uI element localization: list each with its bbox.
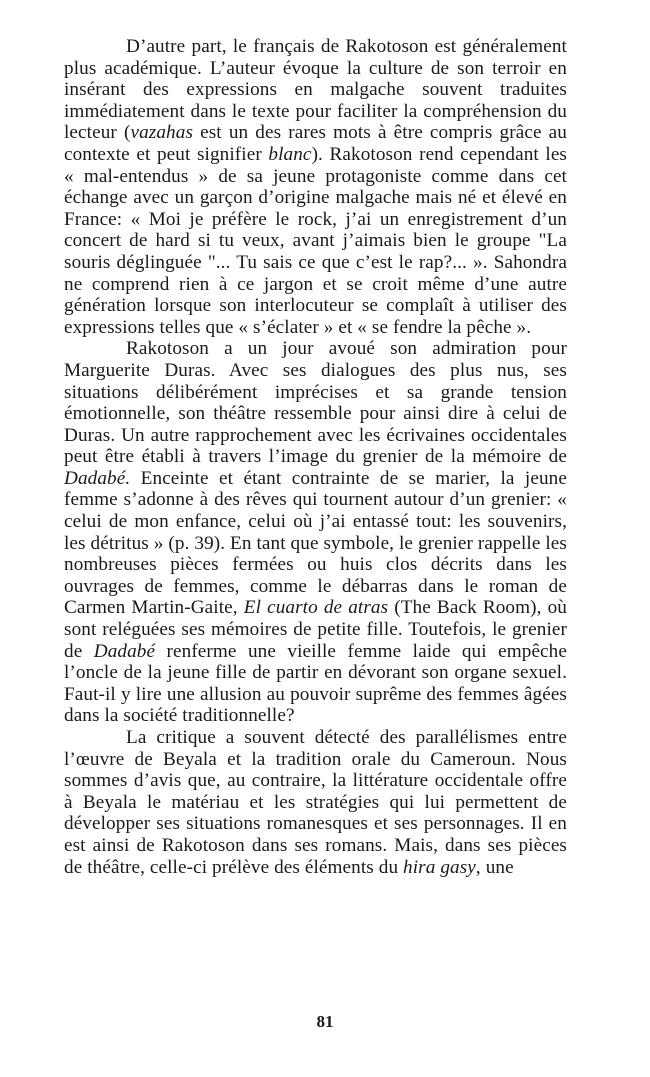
text-run: (The Back Room), où sont reléguées ses mémoires de petite fille. Toutefois, le grenier de xyxy=(64,597,567,662)
text-run: renferme une vieille femme laide qui empêche l’oncle de la jeune fille de partir en dévorant son organe sexuel. Faut-il y lire une allusion au pouvoir suprême des femmes âgées dans la société traditionnelle? xyxy=(64,640,567,727)
text-run: , une xyxy=(475,856,514,878)
paragraph-2 xyxy=(64,338,567,727)
text-run: est un des rares mots à être compris grâce au contexte et peut signifier xyxy=(64,122,567,165)
italic-text: vazahas xyxy=(130,122,194,144)
italic-text: Dadabé. xyxy=(64,467,131,489)
paragraph-1 xyxy=(64,36,567,338)
italic-text: El cuarto de atras xyxy=(243,597,389,619)
italic-text: hira gasy xyxy=(403,856,476,878)
text-run: Enceinte et étant contrainte de se marier, la jeune femme s’adonne à des rêves qui tournent autour d’un grenier: « celui de mon enfance, celui où j’ai entassé tout: les souvenirs, les détritus » (p. 39). En tant que symbole, le grenier rappelle les nombreuses pièces fermées ou huis clos décrits dans les ouvrages de femmes, comme le débarras dans le roman de Carmen Martin-Gaite, xyxy=(64,467,567,619)
text-run: La critique a souvent détecté des parallélismes entre l’œuvre de Beyala et la tradition orale du Cameroun. Nous sommes d’avis que, au contraire, la littérature occidentale offre à Beyala le matériau et les stratégies qui lui permettent de développer ses situations romanesques et ses personnages. Il en est ainsi de Rakotoson dans ses romans. Mais, dans ses pièces de théâtre, celle-ci prélève des éléments du xyxy=(64,727,567,878)
italic-text: blanc xyxy=(268,143,312,165)
italic-text: Dadabé xyxy=(93,640,156,662)
page-number: 81 xyxy=(316,1012,334,1031)
text-run: Rakotoson a un jour avoué son admiration pour Marguerite Duras. Avec ses dialogues des plus nus, ses situations délibérément imprécises et sa grande tension émotionnelle, son théâtre ressemble pour ainsi dire à celui de Duras. Un autre rapprochement avec les écrivaines occidentales peut être établi à travers l’image du grenier de la mémoire de xyxy=(64,338,567,468)
text-run: D’autre part, le français de Rakotoson est généralement plus académique. L’auteur évoque la culture de son terroir en insérant des expressions en malgache souvent traduites immédiatement dans le texte pour faciliter la compréhension du lecteur ( xyxy=(64,36,567,144)
paragraph-3 xyxy=(64,727,567,878)
text-run: ). Rakotoson rend cependant les « mal-entendus » de sa jeune protagoniste comme dans cet échange avec un garçon d’origine malgache mais né et élevé en France: « Moi je préfère le rock, j’ai un enregistrement d’un concert de hard si tu veux, avant j’aimais bien le groupe "La souris déglinguée "... Tu sais ce que c’est le rap?... ». Sahondra ne comprend rien à ce jargon et se croit même d’une autre génération lorsque son interlocuteur se complaît à utiliser des expressions telles que « s’éclater » et « se fendre la pêche ». xyxy=(64,143,567,338)
page-body xyxy=(64,36,567,878)
